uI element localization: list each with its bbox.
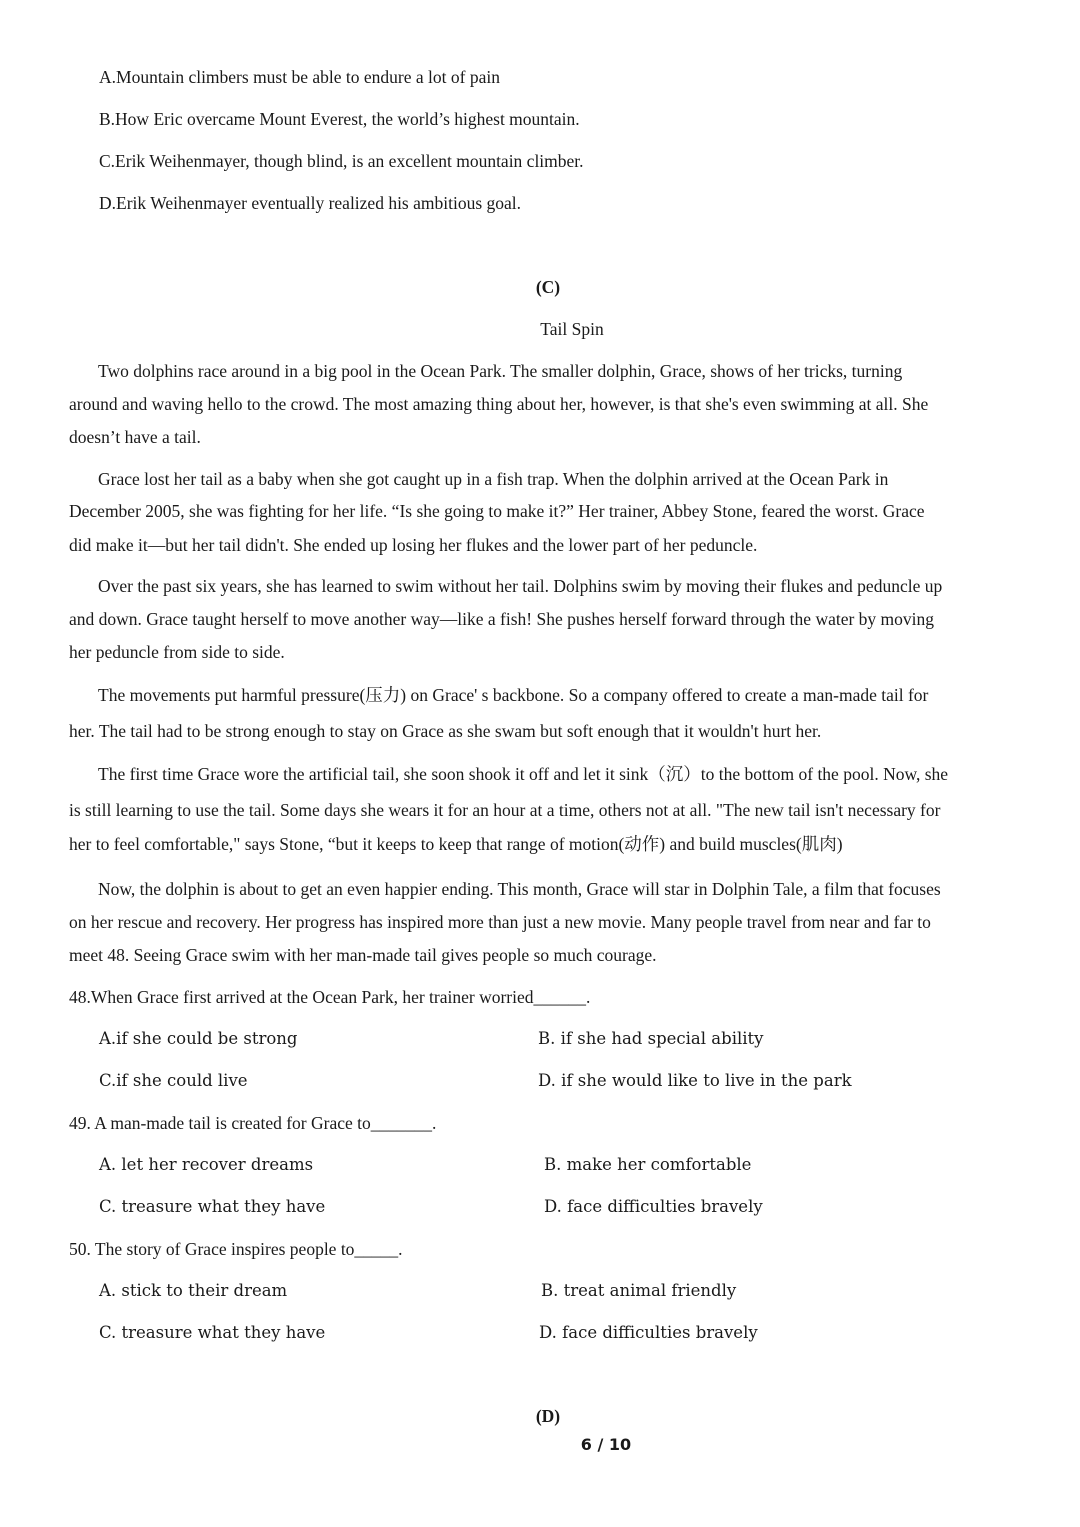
question-49-stem: 49. A man-made tail is created for Grace to_______.	[69, 1113, 437, 1133]
p4-line-2: her. The tail had to be strong enough to stay on Grace as she swam but soft enough that it wouldn't hurt her.	[69, 721, 822, 741]
p6-line-3: meet 48. Seeing Grace swim with her man-made tail gives people so much courage.	[69, 945, 657, 965]
p4-line-1: The movements put harmful pressure(压力) on Grace' s backbone. So a company offered to create a man-made tail for	[98, 685, 929, 705]
question-50-option-d: D. face difficulties bravely	[539, 1323, 758, 1342]
p5-line-2: is still learning to use the tail. Some days she wears it for an hour at a time, others not at all. "The new tail isn't necessary for	[69, 800, 941, 820]
p1-line-3: doesn’t have a tail.	[69, 427, 201, 447]
page-number: 6 / 10	[580, 1435, 632, 1454]
p2-line-2: December 2005, she was fighting for her life. “Is she going to make it?” Her trainer, Abbey Stone, feared the worst. Grace	[69, 501, 925, 521]
prev-option-d: D.Erik Weihenmayer eventually realized his ambitious goal.	[99, 193, 522, 213]
p1-line-1: Two dolphins race around in a big pool in the Ocean Park. The smaller dolphin, Grace, shows of her tricks, turning	[98, 361, 903, 381]
question-49-option-d: D. face difficulties bravely	[544, 1197, 763, 1216]
question-48-stem: 48.When Grace first arrived at the Ocean Park, her trainer worried______.	[69, 987, 591, 1007]
p3-line-1: Over the past six years, she has learned to swim without her tail. Dolphins swim by moving their flukes and peduncle up	[98, 576, 943, 596]
prev-option-b: B.How Eric overcame Mount Everest, the world’s highest mountain.	[99, 109, 580, 129]
p6-line-2: on her rescue and recovery. Her progress has inspired more than just a new movie. Many people travel from near and far to	[69, 912, 931, 932]
p5-line-3: her to feel comfortable," says Stone, “but it keeps to keep that range of motion(动作) and build muscles(肌肉)	[69, 834, 843, 854]
p3-line-3: her peduncle from side to side.	[69, 642, 285, 662]
p2-line-1: Grace lost her tail as a baby when she got caught up in a fish trap. When the dolphin arrived at the Ocean Park in	[98, 469, 889, 489]
question-48-option-a: A.if she could be strong	[99, 1029, 298, 1048]
question-49-option-b: B. make her comfortable	[544, 1155, 752, 1174]
p6-line-1: Now, the dolphin is about to get an even happier ending. This month, Grace will star in Dolphin Tale, a film that focuses	[98, 879, 941, 899]
question-49-option-a: A. let her recover dreams	[99, 1155, 314, 1174]
question-50-option-a: A. stick to their dream	[99, 1281, 288, 1300]
question-48-option-c: C.if she could live	[99, 1071, 248, 1090]
passage-title: Tail Spin	[540, 319, 604, 339]
question-49-option-c: C. treasure what they have	[99, 1197, 326, 1216]
p3-line-2: and down. Grace taught herself to move another way—like a fish! She pushes herself forward through the water by moving	[69, 609, 935, 629]
question-50-option-c: C. treasure what they have	[99, 1323, 326, 1342]
p2-line-3: did make it—but her tail didn't. She ended up losing her flukes and the lower part of her peduncle.	[69, 535, 758, 555]
question-50-option-b: B. treat animal friendly	[541, 1281, 737, 1300]
question-48-option-d: D. if she would like to live in the park	[538, 1071, 852, 1090]
question-48-option-b: B. if she had special ability	[538, 1029, 764, 1048]
question-50-stem: 50. The story of Grace inspires people to_____.	[69, 1239, 403, 1259]
section-d-label: (D)	[535, 1406, 561, 1426]
p5-line-1: The first time Grace wore the artificial tail, she soon shook it off and let it sink（沉）to the bottom of the pool. Now, she	[98, 764, 949, 784]
prev-option-c: C.Erik Weihenmayer, though blind, is an excellent mountain climber.	[99, 151, 584, 171]
p1-line-2: around and waving hello to the crowd. The most amazing thing about her, however, is that she's even swimming at all. She	[69, 394, 929, 414]
prev-option-a: A.Mountain climbers must be able to endure a lot of pain	[99, 67, 500, 87]
section-c-label: (C)	[535, 277, 561, 297]
